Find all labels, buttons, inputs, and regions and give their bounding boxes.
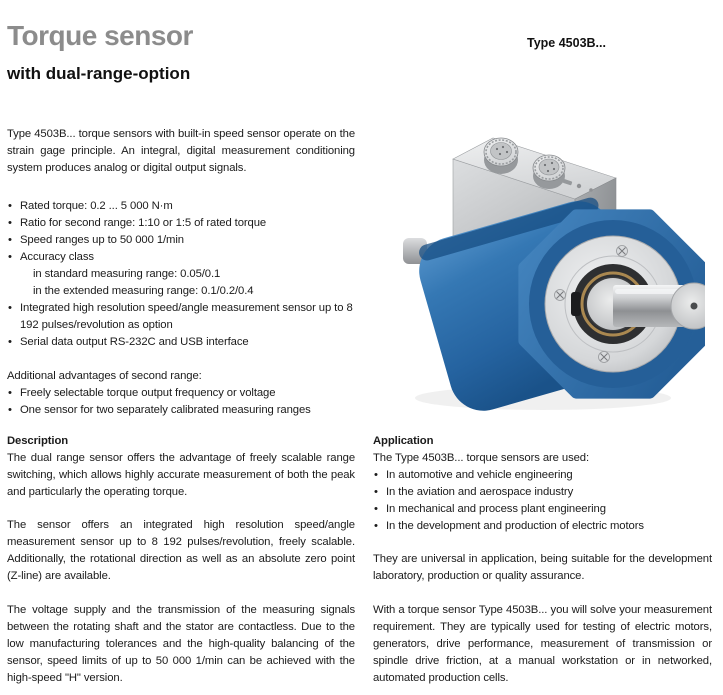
application-list (373, 467, 712, 535)
torque-sensor-illustration (403, 124, 705, 419)
flange-screw-icon (599, 352, 610, 363)
page-subtitle: with dual-range-option (7, 64, 191, 83)
connector-plug-icon (533, 155, 565, 189)
list-item: • In automotive and vehicle engineering (373, 467, 712, 484)
application-paragraph: With a torque sensor Type 4503B... you will solve your measurement requirement. They are typically used for testing of electric motors, generators, drive performance, measurement of transmission or spindle drive friction, at a manual workstation or in networked, automated production cells. (373, 604, 712, 684)
left-column (7, 126, 355, 687)
description-paragraph: The sensor offers an integrated high resolution speed/angle measurement sensor up to 8 192 pulses/revolution, freely scalable. Additionally, the rotational direction as well as an absolute zero point (Z-line) are available. (7, 519, 355, 582)
output-shaft (613, 283, 705, 329)
connector-plug-icon (484, 138, 518, 174)
application-lead: The Type 4503B... torque sensors are used: (373, 452, 590, 464)
list-item: • Rated torque: 0.2 ... 5 000 N·m (7, 198, 355, 215)
list-item: • Serial data output RS-232C and USB interface (7, 334, 355, 351)
list-item: • In mechanical and process plant engineering (373, 501, 712, 518)
description-heading: Description (7, 435, 69, 447)
right-column (373, 122, 712, 687)
sub-list-item: in the extended measuring range: 0.1/0.2/0.4 (33, 285, 254, 297)
list-item: • Accuracy class in standard measuring range: 0.05/0.1 in the extended measuring range: 0.1/0.2/0.4 (7, 249, 355, 300)
description-paragraph: The dual range sensor offers the advantage of freely scalable range switching, which allows highly accurate measurement of both the peak and particularly the operating torque. (7, 452, 355, 498)
description-paragraph: The voltage supply and the transmission of the measuring signals between the rotating shaft and the stator are contactless. Due to the low manufacturing tolerances and the high-quality balancing of the sensor, speed limits of up to 50 000 1/min can be achieved with the high-speed "H" version. (7, 604, 355, 684)
list-item: • Ratio for second range: 1:10 or 1:5 of rated torque (7, 215, 355, 232)
feature-list (7, 198, 355, 351)
flange-screw-icon (617, 246, 628, 257)
application-heading: Application (373, 435, 434, 447)
list-item: • Integrated high resolution speed/angle measurement sensor up to 8 192 pulses/revolution as option (7, 300, 355, 334)
list-item: • Freely selectable torque output frequency or voltage (7, 385, 355, 402)
additional-advantages-heading: Additional advantages of second range: (7, 370, 202, 382)
application-paragraph: They are universal in application, being suitable for the development laboratory, production or quality assurance. (373, 553, 712, 582)
page-title: Torque sensor (7, 20, 193, 51)
intro-paragraph: Type 4503B... torque sensors with built-in speed sensor operate on the strain gage principle. An integral, digital measurement conditioning system produces analog or digital output signals. (7, 128, 355, 174)
list-item: • Speed ranges up to 50 000 1/min (7, 232, 355, 249)
type-label: Type 4503B... (527, 36, 606, 50)
list-item: • In the aviation and aerospace industry (373, 484, 712, 501)
additional-advantages-list (7, 385, 355, 419)
list-item: • One sensor for two separately calibrated measuring ranges (7, 402, 355, 419)
flange-screw-icon (555, 290, 566, 301)
product-photo (403, 124, 705, 419)
list-item: • In the development and production of electric motors (373, 518, 712, 535)
sub-list-item: in standard measuring range: 0.05/0.1 (33, 268, 221, 280)
